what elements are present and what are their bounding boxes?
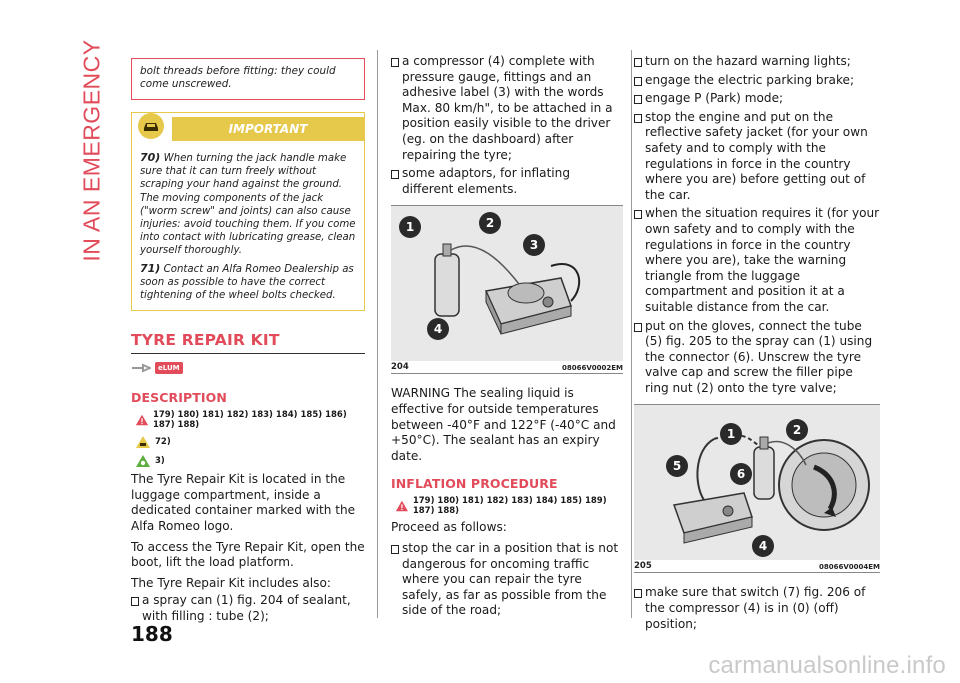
important-item	[140, 262, 356, 303]
environment-references-text: 3)	[155, 456, 165, 467]
environment-references	[131, 454, 365, 468]
tyre-repair-kit-illustration	[391, 206, 623, 361]
column-1	[131, 54, 365, 628]
danger-references-text: 179) 180) 181) 182) 183) 184) 185) 189) 187) 188)	[412, 496, 607, 517]
list-item: put on the gloves, connect the tube (5) fig. 205 to the spray can (1) using the connector (6). Unscrew the tyre valve cap and screw the filler pipe ring nut (2) onto the tyre valve;	[634, 319, 880, 397]
paragraph: To access the Tyre Repair Kit, open the boot, lift the load platform.	[131, 539, 365, 570]
pointing-hand-icon	[131, 362, 151, 374]
danger-warning-icon	[395, 499, 409, 513]
callout-2: 2	[479, 212, 501, 234]
column-divider	[631, 50, 632, 618]
page-number: 188	[131, 622, 173, 646]
item-number: 71)	[140, 261, 161, 275]
callout-5: 5	[666, 455, 688, 477]
callout-3: 3	[523, 234, 545, 256]
figure-code: 08066V0002EM	[561, 364, 623, 373]
column-2	[391, 54, 623, 622]
list-item: engage P (Park) mode;	[634, 91, 880, 107]
figure-205	[634, 404, 880, 559]
important-references-text: 72)	[155, 437, 171, 448]
list-item: a spray can (1) fig. 204 of sealant, with filling : tube (2);	[131, 593, 365, 624]
paragraph: The Tyre Repair Kit is located in the luggage compartment, inside a dedicated container marked with the Alfa Romeo logo.	[131, 472, 356, 534]
description-title: DESCRIPTION	[131, 390, 227, 406]
figure-code: 08066V0004EM	[818, 563, 880, 572]
danger-references-text: 179) 180) 181) 182) 183) 184) 185) 186) 187) 188)	[152, 410, 347, 431]
watermark: carmanualsonline.info	[708, 652, 946, 679]
list-item: stop the engine and put on the reflective safety jacket (for your own safety and to comply with the regulations in force in the country where you are) before getting out of the car.	[634, 110, 880, 204]
important-references	[131, 435, 365, 449]
elum-badge: eLUM	[155, 362, 183, 374]
figure-number: 204	[391, 362, 409, 373]
important-item	[140, 151, 356, 258]
figure-caption	[391, 360, 623, 374]
important-title: IMPORTANT	[172, 117, 364, 141]
danger-references	[131, 410, 365, 430]
list-item: make sure that switch (7) fig. 206 of the compressor (4) is in (0) (off) position;	[634, 585, 880, 632]
section-title: TYRE REPAIR KIT	[131, 331, 365, 354]
car-warning-icon	[135, 435, 151, 449]
item-number: 70)	[140, 151, 161, 164]
important-body	[132, 143, 364, 302]
list-item: turn on the hazard warning lights;	[634, 54, 880, 70]
danger-references	[391, 496, 623, 516]
list-item: engage the electric parking brake;	[634, 73, 880, 89]
important-box	[131, 112, 365, 311]
figure-number: 205	[634, 561, 652, 572]
callout-2: 2	[786, 419, 808, 441]
environment-icon	[135, 454, 151, 468]
list-item: some adaptors, for inflating different elements.	[391, 166, 623, 197]
list-item: a compressor (4) complete with pressure gauge, fittings and an adhesive label (3) with the words Max. 80 km/h", to be attached in a position easily visible to the driver (eg. on the dashboard) after repairing the tyre;	[391, 54, 623, 163]
car-hand-icon	[138, 113, 164, 139]
item-text: When turning the jack handle make sure that it can turn freely without scraping your hand against the ground. The moving components of the jack ("worm screw" and joints) can also cause injuries: avoid touching them. If you come into contact with lubricating grease, clean yourself thoroughly.	[140, 153, 356, 257]
callout-1: 1	[720, 423, 742, 445]
figure-caption	[634, 559, 880, 573]
list-item: when the situation requires it (for your own safety and to comply with the regulations in force in the country where you are), take the warning triangle from the luggage compartment and position it at a suitable distance from the car.	[634, 206, 880, 315]
important-header	[132, 113, 364, 143]
callout-4: 4	[427, 318, 449, 340]
warning-text: bolt threads before fitting: they could come unscrewed.	[140, 65, 336, 90]
column-divider	[377, 50, 378, 618]
warning-paragraph: WARNING The sealing liquid is effective for outside temperatures between -40°F and 122°F (-40°C and +50°C). The sealant has an expiry date.	[391, 386, 616, 463]
side-chapter-title-text: IN AN EMERGENCY	[78, 38, 105, 262]
side-chapter-title	[72, 40, 112, 260]
elum-marker	[131, 362, 183, 374]
item-text: Contact an Alfa Romeo Dealership as soon as possible to have the correct tightening of the wheel bolts checked.	[140, 263, 354, 302]
inflation-procedure-title: INFLATION PROCEDURE	[391, 476, 558, 492]
callout-4: 4	[752, 535, 774, 557]
callout-6: 6	[730, 463, 752, 485]
figure-204	[391, 205, 623, 360]
paragraph: The Tyre Repair Kit includes also:	[131, 575, 331, 590]
danger-warning-icon	[135, 413, 149, 427]
list-item: stop the car in a position that is not dangerous for oncoming traffic where you can repair the tyre safely, as far as possible from the side of the road;	[391, 541, 623, 619]
warning-box	[131, 58, 365, 100]
column-3	[634, 54, 880, 635]
paragraph: Proceed as follows:	[391, 520, 507, 535]
callout-1: 1	[399, 216, 421, 238]
